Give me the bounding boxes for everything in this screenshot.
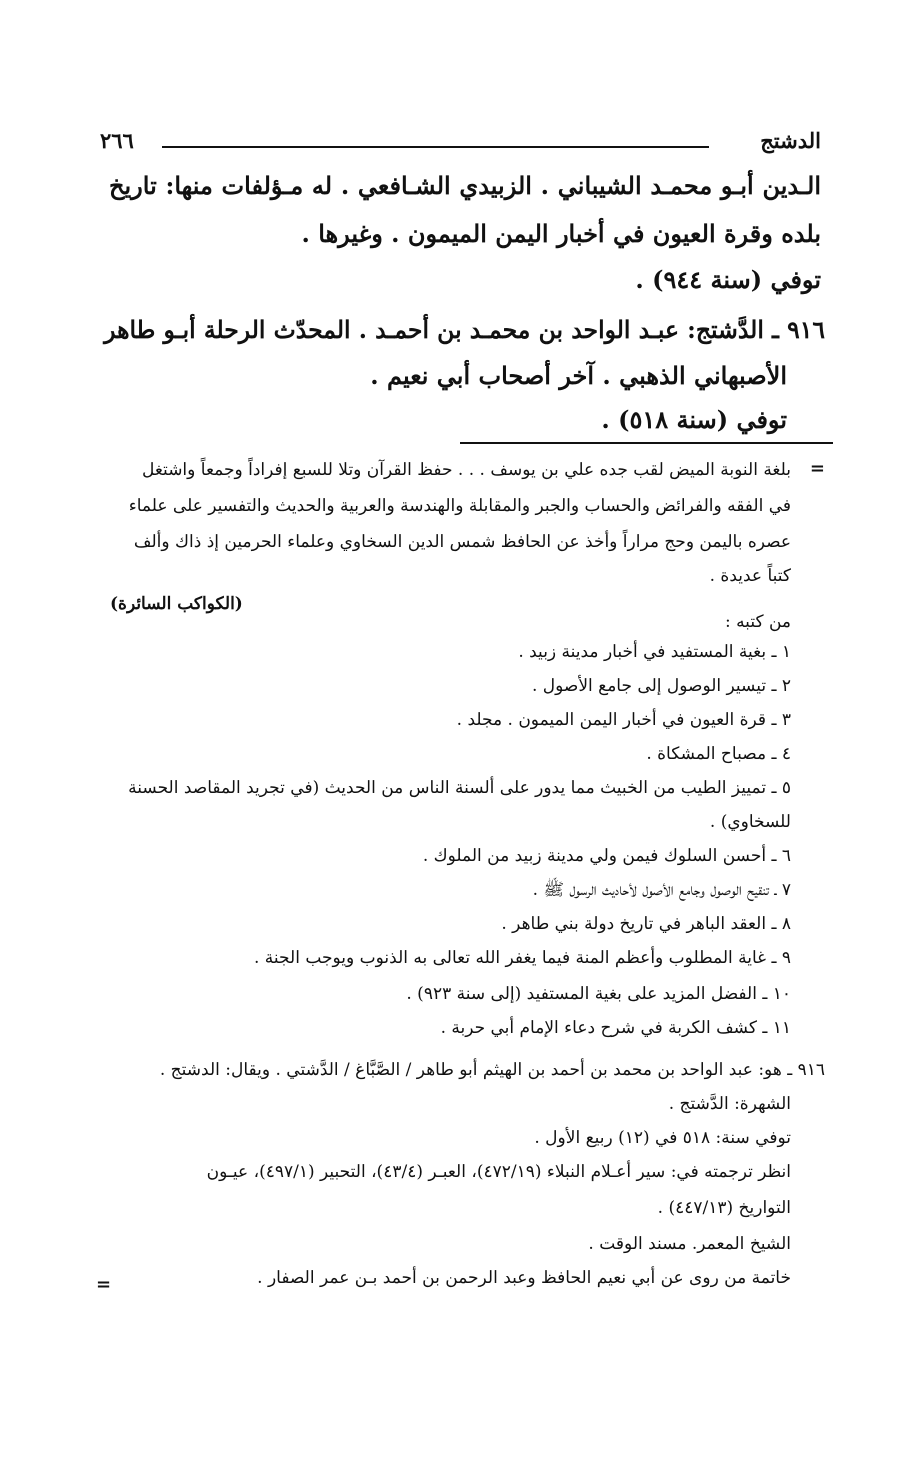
works-item: ٢ ـ تيسير الوصول إلى جامع الأصول . bbox=[531, 676, 791, 696]
main-line: توفي (سنة ٥١٨) . bbox=[601, 405, 787, 434]
running-header-entry: الدشتج bbox=[760, 128, 821, 153]
works-item: ٨ ـ العقد الباهر في تاريخ دولة بني طاهر . bbox=[501, 914, 791, 934]
footnote-line: في الفقه والفرائض والحساب والجبر والمقابلة والهندسة والعربية والحديث والتفسير على علماء bbox=[128, 496, 791, 516]
works-item: ١٠ ـ الفضل المزيد على بغية المستفيد (إلى سنة ٩٢٣) . bbox=[406, 984, 791, 1004]
works-item: ١ ـ بغية المستفيد في أخبار مدينة زبيد . bbox=[518, 642, 791, 662]
main-line: توفي (سنة ٩٤٤) . bbox=[635, 265, 821, 294]
works-item: ٦ ـ أحسن السلوك فيمن ولي مدينة زبيد من الملوك . bbox=[422, 846, 791, 866]
footnote-line: خاتمة من روى عن أبي نعيم الحافظ وعبد الرحمن بن أحمد بـن عمر الصفار . bbox=[257, 1268, 791, 1288]
main-line: بلده وقرة العيون في أخبار اليمن الميمون . وغيرها . bbox=[301, 219, 821, 248]
footnote-separator bbox=[460, 442, 833, 444]
works-item: ٤ ـ مصباح المشكاة . bbox=[646, 744, 791, 764]
works-item: ٧ ـ تنقيح الوصول وجامع الأصول لأحاديث الرسول ﷺ . bbox=[532, 880, 791, 900]
footnote-entry-heading: ٩١٦ ـ هو: عبد الواحد بن محمد بن أحمد بن الهيثم أبو طاهر / الصَّبَّاغ / الدَّشتي . ويقال: الدشتج . bbox=[159, 1060, 825, 1080]
footnote-line: الشهرة: الدَّشتج . bbox=[668, 1094, 791, 1114]
footnote-line: انظر ترجمته في: سير أعـلام النبلاء (٤٧٢/١٩)، العبـر (٤٣/٤)، التحبير (٤٩٧/١)، عيـون bbox=[206, 1162, 791, 1182]
page-number: ٢٦٦ bbox=[100, 128, 134, 153]
main-line: الـدين أبـو محمـد الشيباني . الزبيدي الشـافعي . له مـؤلفات منها: تاريخ bbox=[109, 171, 821, 200]
works-heading: من كتبه : bbox=[724, 612, 791, 632]
footnote-line: التواريخ (٤٤٧/١٣) . bbox=[657, 1198, 791, 1218]
main-line: الأصبهاني الذهبي . آخر أصحاب أبي نعيم . bbox=[370, 361, 787, 390]
footnote-continuation-mark: = bbox=[96, 1274, 112, 1295]
entry-heading-line: ٩١٦ ـ الدَّشتج: عبـد الواحد بن محمـد بن أحمـد . المحدّث الرحلة أبـو طاهر bbox=[104, 315, 825, 344]
works-item: للسخاوي) . bbox=[709, 812, 791, 832]
footnote-source: (الكواكب السائرة) bbox=[110, 594, 243, 614]
footnote-line: عصره باليمن وحج مراراً وأخذ عن الحافظ شمس الدين السخاوي وعلماء الحرمين إذ ذاك وألف bbox=[133, 532, 791, 552]
works-item: ٣ ـ قرة العيون في أخبار اليمن الميمون . مجلد . bbox=[456, 710, 791, 730]
works-item: ٩ ـ غاية المطلوب وأعظم المنة فيما يغفر الله تعالى به الذنوب ويوجب الجنة . bbox=[253, 948, 791, 968]
footnote-line: بلغة النوبة الميض لقب جده علي بن يوسف . . . حفظ القرآن وتلا للسبع إفراداً وجمعاً واشتغل bbox=[141, 460, 791, 480]
works-item: ١١ ـ كشف الكربة في شرح دعاء الإمام أبي حربة . bbox=[440, 1018, 791, 1038]
footnote-line: الشيخ المعمر. مسند الوقت . bbox=[588, 1234, 791, 1254]
header-rule bbox=[162, 146, 709, 148]
footnote-continuation-mark: = bbox=[809, 458, 825, 479]
footnote-line: كتباً عديدة . bbox=[709, 566, 791, 586]
footnote-line: توفي سنة: ٥١٨ في (١٢) ربيع الأول . bbox=[534, 1128, 791, 1148]
works-item: ٥ ـ تمييز الطيب من الخبيث مما يدور على ألسنة الناس من الحديث (في تجريد المقاصد الحسنة bbox=[128, 778, 791, 798]
